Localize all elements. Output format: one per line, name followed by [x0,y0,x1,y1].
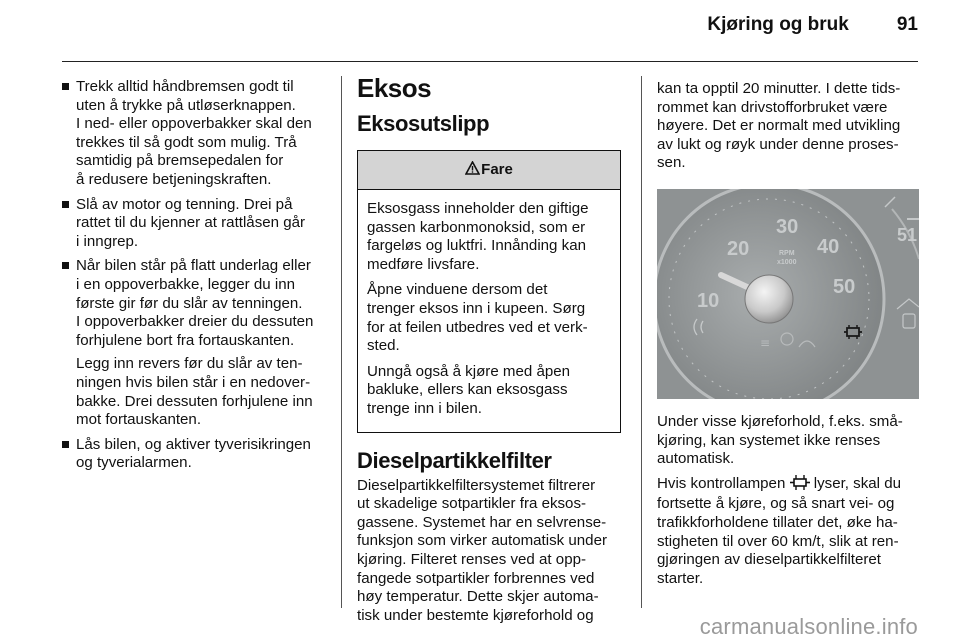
page-number: 91 [896,14,918,35]
dpf-title: Dieselpartikkelfilter [357,447,552,473]
column-3 [657,80,925,588]
danger-box-body [358,190,620,432]
gauge-tick-label: 20 [727,237,750,260]
gauge-tick-label: 50 [833,275,856,298]
gauge-unit-bottom: x1000 [777,258,797,266]
paragraph-2-rest: lyser, skal du fortsette å kjøre, og så snart vei- og trafikkforholdene tillater det, øke ha- stigheten til over 60 km/t, slik at ren- gjøringen av dieselpartikkelfilteret starter. [657,474,901,587]
paragraph-2-start: Hvis kontrollampen [657,474,790,492]
danger-label: Fare [481,161,513,178]
parking-steps-list [62,78,328,473]
header-rule [62,61,918,62]
list-item-text: Trekk alltid håndbremsen godt til uten å trykke på utløserknappen. I ned- eller oppoverbakker skal den trekkes til så godt som mulig. Trå samtidig på bremsepedalen for å redusere betjeningskraften. [76,78,312,188]
paragraph-2 [657,475,925,589]
gauge-tick-label: 40 [817,235,840,258]
list-item [62,257,328,429]
header-title: Kjøring og bruk [707,14,849,35]
column-2 [357,72,627,625]
list-item [62,78,328,190]
list-item-subtext: Legg inn revers før du slår av ten- ningen hvis bilen står i en nedover- bakke. Drei dessuten forhjulene inn mot fortauskanten. [76,355,313,429]
svg-text:≡: ≡ [760,335,771,350]
bullet-square-icon [62,262,69,269]
watermark: carmanualsonline.info [699,614,918,639]
list-item-text: Slå av motor og tenning. Drei på rattet til du kjenner at rattlåsen går i inngrep. [76,195,306,250]
column-divider-2 [641,76,642,608]
gauge-tick-label: 10 [697,289,720,312]
running-header [707,14,918,36]
list-item-text: Lås bilen, og aktiver tyverisikringen og tyverialarmen. [76,435,311,472]
subsection-title: Eksosutslipp [357,111,490,136]
dpf-text: Dieselpartikkelfiltersystemet filtrerer ut skadelige sotpartikler fra eksos- gassene. Systemet har en selvrense- funksjon som virker automatisk under kjøring. Filteret renses ved at opp- fangede sotpartikler forbrennes ved høy temperatur. Dette skjer automa- tisk under bestemte kjøreforhold og [357,476,607,624]
tachometer-illustration [657,189,919,399]
danger-paragraph: Eksosgass inneholder den giftige gassen karbonmonoksid, som er fargeløs og luktfri. Innånding kan medføre livsfare. [367,200,589,273]
section-title: Eksos [357,73,432,103]
gauge-side-number: 51 [897,224,918,245]
bullet-square-icon [62,201,69,208]
list-item [62,436,328,473]
column-divider-1 [341,76,342,608]
bullet-square-icon [62,83,69,90]
danger-box [357,150,621,433]
paragraph-1: Under visse kjøreforhold, f.eks. små- kjøring, kan systemet ikke renses automatisk. [657,412,903,468]
warning-triangle-icon [465,161,480,178]
bullet-square-icon [62,441,69,448]
danger-paragraph: Unngå også å kjøre med åpen bakluke, ellers kan eksosgass trenge inn i bilen. [367,362,571,417]
list-item [62,196,328,252]
gauge-tick-label: 30 [776,215,799,238]
diesel-particle-filter-icon [790,475,810,496]
danger-paragraph: Åpne vinduene dersom det trenger eksos inn i kupeen. Sørg for at feilen utbedres ved et verk- sted. [367,281,588,355]
list-item-text: Når bilen står på flatt underlag eller i en oppoverbakke, legger du inn første gir før du slår av tenningen. I oppoverbakker dreier du dessuten forhjulene bort fra fortauskanten. [76,257,314,349]
danger-box-header [358,151,620,190]
intro-paragraph: kan ta opptil 20 minutter. I dette tids- rommet kan drivstofforbruket være høyere. Det er normalt med utvikling av lukt og røyk under denne proses- sen. [657,80,901,172]
column-1 [62,78,328,479]
gauge-unit-top: RPM [779,249,795,257]
